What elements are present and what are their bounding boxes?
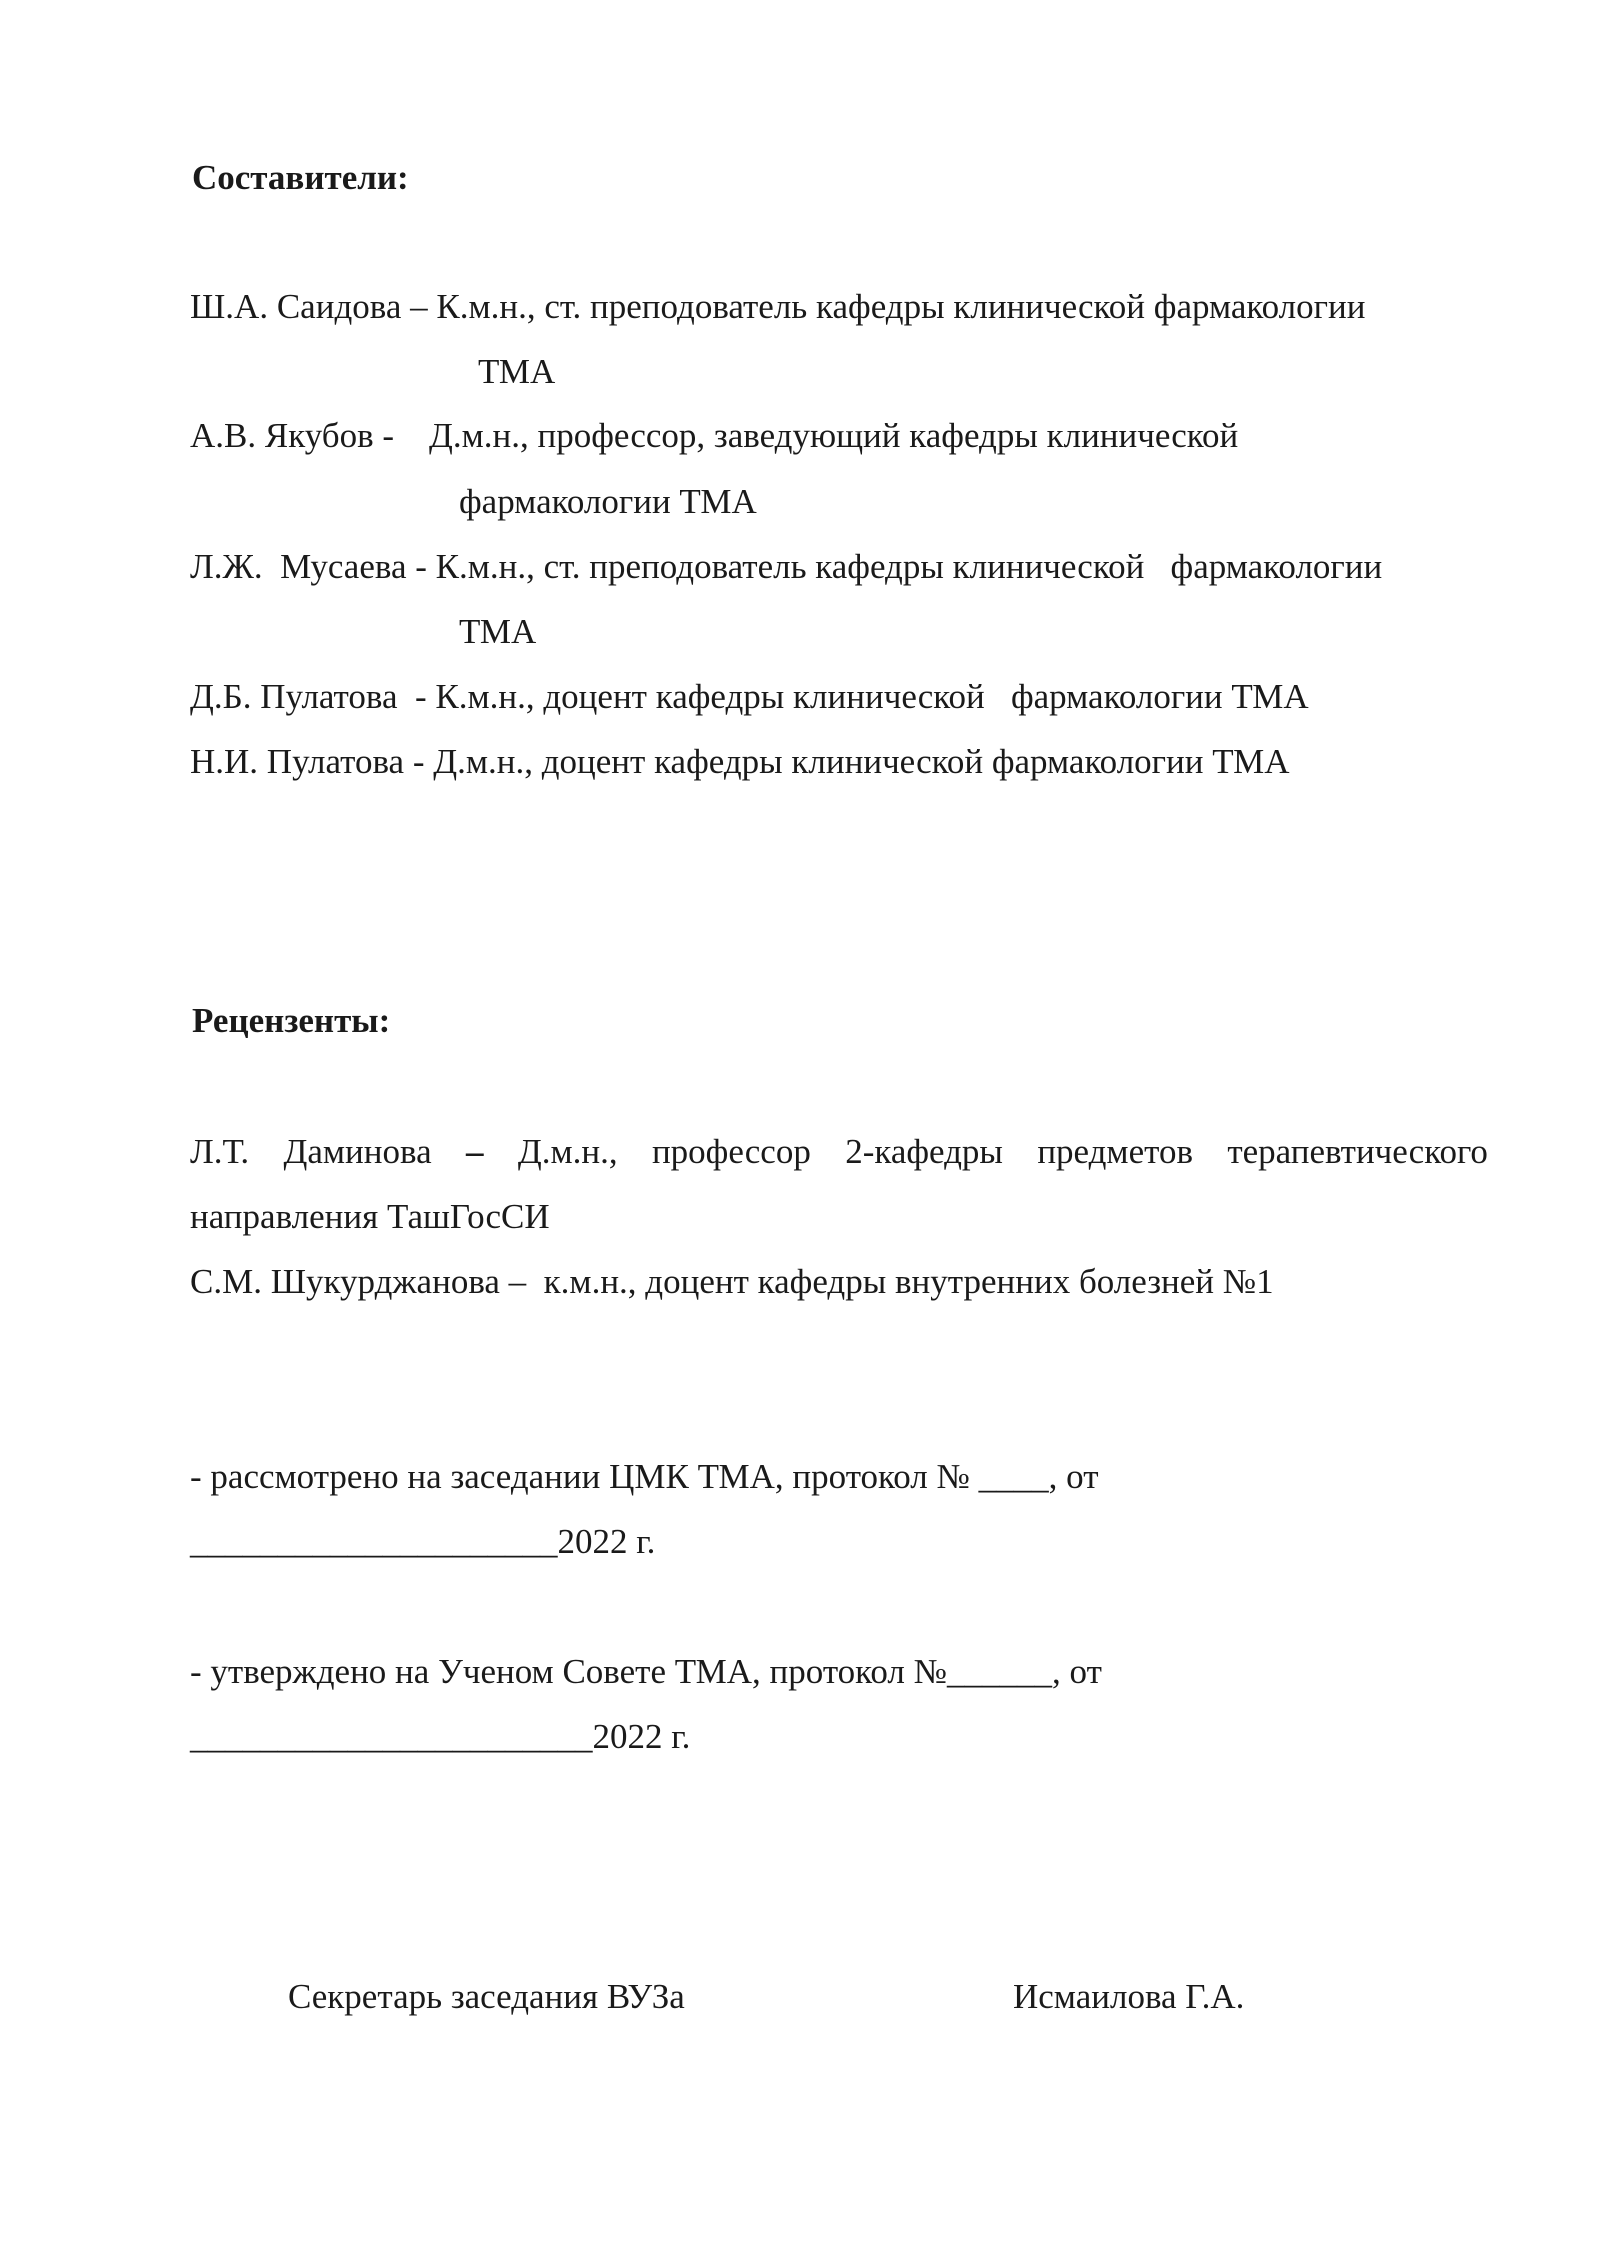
signature-role: Секретарь заседания ВУЗа (288, 1977, 685, 2016)
reviewers-heading: Рецензенты: (192, 1001, 391, 1040)
compiler-entry-2-line2: фармакологии ТМА (459, 482, 757, 521)
compiler-entry-3-line1: Л.Ж. Мусаева - К.м.н., ст. преподователь кафедры клинической фармакологии (190, 547, 1383, 586)
approval-cmk-line2: _____________________2022 г. (190, 1522, 656, 1561)
reviewer-entry-2: С.М. Шукурджанова – к.м.н., доцент кафедры внутренних болезней №1 (190, 1262, 1274, 1301)
reviewer-1-word: профессор (651, 1132, 811, 1171)
reviewer-entry-1-line2: направления ТашГосСИ (190, 1197, 550, 1236)
reviewer-1-word: Даминова (283, 1132, 432, 1171)
compiler-entry-5: Н.И. Пулатова - Д.м.н., доцент кафедры клинической фармакологии ТМА (190, 742, 1290, 781)
compilers-heading: Составители: (192, 158, 409, 197)
signature-name: Исмаилова Г.А. (1013, 1977, 1245, 2016)
reviewer-1-word: Д.м.н., (517, 1132, 618, 1171)
reviewer-1-word: предметов (1037, 1132, 1193, 1171)
compiler-entry-3-line2: ТМА (459, 612, 537, 651)
approval-cmk-line1: - рассмотрено на заседании ЦМК ТМА, протокол № ____, от (190, 1457, 1099, 1496)
compiler-entry-4: Д.Б. Пулатова - К.м.н., доцент кафедры клинической фармакологии ТМА (190, 677, 1309, 716)
reviewer-entry-1-line1 (190, 1130, 1488, 1174)
approval-council-line1: - утверждено на Ученом Совете ТМА, протокол №______, от (190, 1652, 1102, 1691)
compiler-entry-2-line1: А.В. Якубов - Д.м.н., профессор, заведующий кафедры клинической (190, 416, 1239, 455)
approval-council-line2: _______________________2022 г. (190, 1717, 691, 1756)
reviewer-1-word: – (465, 1132, 484, 1171)
reviewer-1-word: 2-кафедры (845, 1132, 1003, 1171)
compiler-entry-1-line1: Ш.А. Саидова – К.м.н., ст. преподователь кафедры клинической фармакологии (190, 287, 1366, 326)
reviewer-1-word: Л.Т. (190, 1132, 250, 1171)
compiler-entry-1-line2: ТМА (478, 352, 556, 391)
reviewer-1-word: терапевтического (1227, 1132, 1488, 1171)
